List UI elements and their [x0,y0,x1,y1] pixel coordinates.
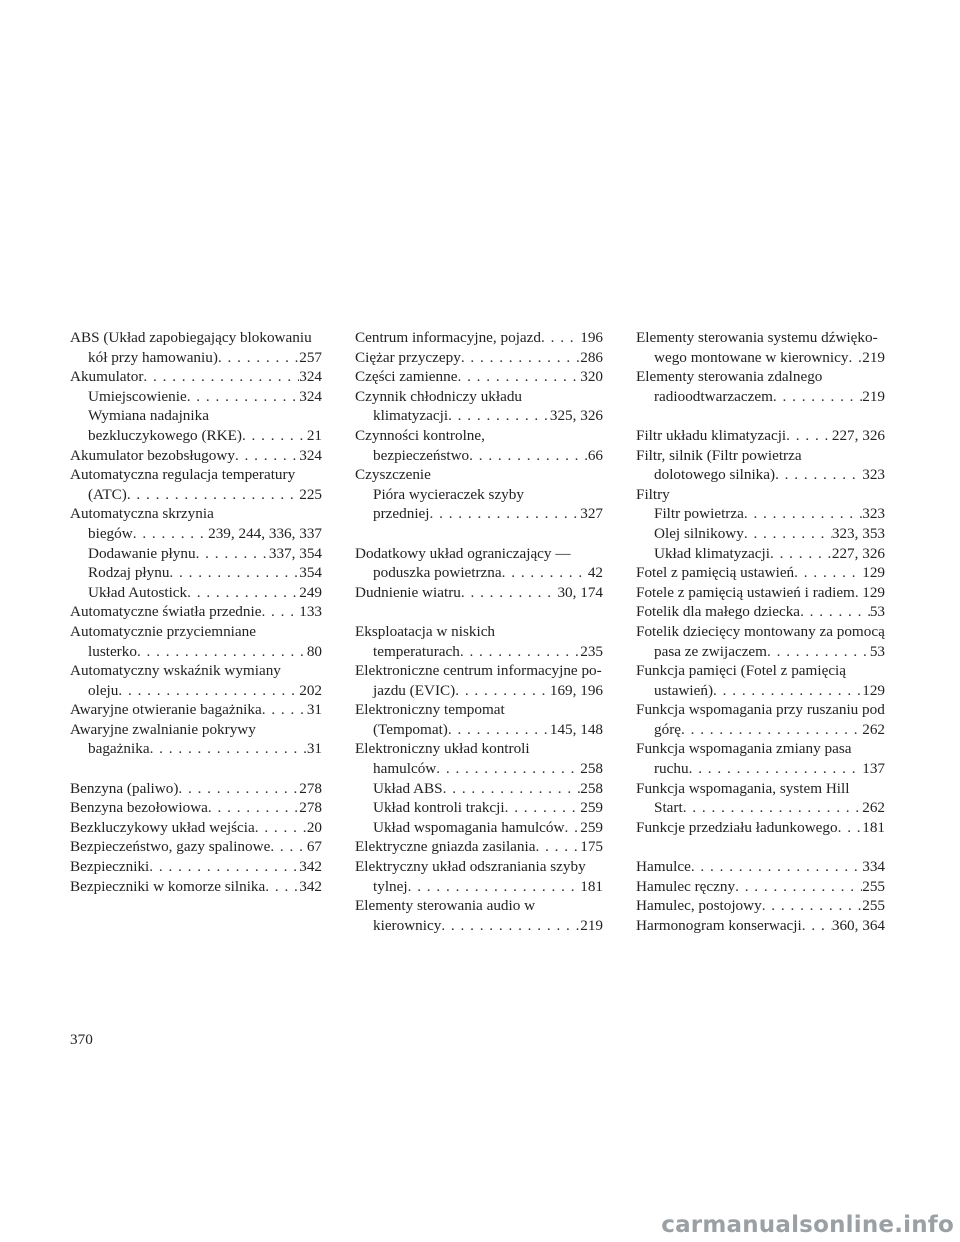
page-reference: 137 [862,760,885,778]
entry-text: Akumulator [70,368,144,386]
page-reference: 262 [862,720,885,738]
index-entry [636,602,885,622]
entry-text: Start [654,799,683,817]
page-reference: 249 [299,583,322,601]
entry-text: Rodzaj płynu [88,564,170,582]
index-subentry [355,642,603,662]
entry-text: Układ kontroli trakcji [373,799,505,817]
index-entry [636,583,885,603]
index-subentry [355,446,603,466]
dot-leader [681,720,862,740]
page-reference: 129 [862,681,885,699]
page-reference: 20 [306,818,322,836]
index-subentry [70,348,322,368]
entry-text: Bezpieczeństwo, gazy spalinowe [70,838,271,856]
entry-text: Filtr układu klimatyzacji [636,426,787,444]
index-subentry [355,779,603,799]
index-entry: Dodatkowy układ ograniczający — [355,544,571,562]
index-subentry [636,642,885,662]
index-subentry [636,348,885,368]
entry-text: poduszka powietrzna [373,564,502,582]
index-entry [636,563,885,583]
watermark: carmanualsonline.info [661,1212,954,1238]
dot-leader [196,544,269,564]
index-subentry [70,387,322,407]
entry-text: oleju [88,681,119,699]
index-entry [70,837,322,857]
index-subentry: Pióra wycieraczek szyby [373,485,524,503]
index-entry: Awaryjne zwalnianie pokrywy [70,720,256,738]
page-reference: 325, 326 [549,407,603,425]
dot-leader [133,524,208,544]
entry-text: jazdu (EVIC) [373,681,456,699]
index-entry: Czynnik chłodniczy układu [355,387,523,405]
entry-text: Automatyczne światła przednie [70,603,262,621]
entry-text: tylnej [373,877,408,895]
index-subentry [70,642,322,662]
index-entry [70,779,322,799]
page-reference: 255 [862,897,885,915]
page-reference: 66 [587,446,603,464]
index-subentry [355,720,603,740]
entry-text: Hamulce [636,858,691,876]
dot-leader [430,504,581,524]
entry-text: Funkcje przedziału ładunkowego [636,818,838,836]
index-subentry [636,681,885,701]
dot-leader [178,779,299,799]
entry-text: dolotowego silnika) [654,466,776,484]
index-subentry [70,583,322,603]
index-subentry [70,739,322,759]
page-reference: 342 [299,877,322,895]
index-entry: Eksploatacja w niskich [355,622,496,640]
index-gap [70,759,322,779]
index-entry [70,877,322,897]
index-entry: Funkcja wspomagania przy ruszaniu pod [636,701,885,719]
index-subentry [355,759,603,779]
index-entry: ABS (Układ zapobiegający blokowaniu [70,329,312,346]
index-subentry [636,544,885,564]
index-subentry: Wymiana nadajnika [88,407,209,425]
index-entry [355,583,603,603]
page-reference: 360, 364 [831,916,885,934]
dot-leader [461,583,558,603]
index-entry: Elektroniczne centrum informacyjne po- [355,662,602,680]
dot-leader [802,916,832,936]
entry-text: Harmonogram konserwacji [636,916,802,934]
entry-text: Fotele z pamięcią ustawień i radiem [636,583,855,601]
dot-leader [127,485,299,505]
dot-leader [775,465,862,485]
page-reference: 181 [862,818,885,836]
dot-leader [838,818,863,838]
dot-leader [448,406,550,426]
index-subentry [70,563,322,583]
entry-text: ruchu [654,760,689,778]
page-reference: 129 [862,583,885,601]
dot-leader [800,602,870,622]
index-entry [355,348,603,368]
dot-leader [270,837,306,857]
index-entry [636,426,885,446]
entry-text: temperaturach [373,642,460,660]
index-entry [636,916,885,936]
entry-text: (ATC) [88,485,127,503]
index-entry [355,367,603,387]
index-entry: Automatycznie przyciemniane [70,622,256,640]
dot-leader [794,563,862,583]
dot-leader [137,642,307,662]
entry-text: biegów [88,524,133,542]
index-gap [636,406,885,426]
page-reference: 42 [587,564,603,582]
dot-leader [262,700,307,720]
page-reference: 31 [306,701,322,719]
index-entry [355,328,603,348]
page-reference: 257 [299,348,322,366]
dot-leader [441,916,580,936]
index-entry: Filtry [636,485,670,503]
entry-text: klimatyzacji [373,407,449,425]
index-subentry [355,818,603,838]
index-subentry [70,485,322,505]
page-reference: 337, 354 [268,544,322,562]
index-column-3 [636,328,885,935]
index-entry: Fotelik dziecięcy montowany za pomocą [636,622,885,640]
page-reference: 133 [299,603,322,621]
entry-text: Filtr powietrza [654,505,744,523]
entry-text: pasa ze zwijaczem [654,642,767,660]
dot-leader [691,857,862,877]
index-entry: Automatyczny wskaźnik wymiany [70,662,281,680]
page-reference: 258 [580,779,603,797]
entry-text: kół przy hamowaniu) [88,348,218,366]
index-subentry [636,759,885,779]
page-reference: 145, 148 [549,720,603,738]
index-entry: Czynności kontrolne, [355,426,485,444]
index-subentry [355,681,603,701]
index-entry [636,818,885,838]
index-subentry [355,798,603,818]
index-gap [355,524,603,544]
entry-text: górę [654,720,681,738]
dot-leader [443,779,581,799]
index-entry: Elementy sterowania audio w [355,897,536,915]
entry-text: Umiejscowienie [88,387,187,405]
page-reference: 259 [580,818,603,836]
page-reference: 129 [862,564,885,582]
index-entry: Elektroniczny tempomat [355,701,505,719]
entry-text: Fotelik dla małego dziecka [636,603,801,621]
index-gap [355,602,603,622]
page-reference: 196 [580,329,603,346]
index-entry: Elektroniczny układ kontroli [355,740,530,758]
page-reference: 175 [580,838,603,856]
dot-leader [848,348,862,368]
page-reference: 323, 353 [831,524,885,542]
page-reference: 181 [580,877,603,895]
entry-text: Bezkluczykowy układ wejścia [70,818,255,836]
index-subentry [70,544,322,564]
index-subentry [355,406,603,426]
page-number: 370 [70,1031,93,1048]
entry-text: Układ wspomagania hamulców [373,818,565,836]
dot-leader [169,563,299,583]
index-entry: Funkcja wspomagania zmiany pasa [636,740,852,758]
index-entry [70,700,322,720]
entry-text: Hamulec ręczny [636,877,736,895]
index-entry: Czyszczenie [355,466,431,484]
dot-leader [767,642,870,662]
index-entry: Elektryczny układ odszraniania szyby [355,858,586,876]
dot-leader [505,798,581,818]
index-entry: Funkcja pamięci (Fotel z pamięcią [636,662,847,680]
dot-leader [242,426,307,446]
dot-leader [461,348,580,368]
index-entry: Filtr, silnik (Filtr powietrza [636,446,802,464]
page-reference: 327 [580,505,603,523]
page-reference: 342 [299,858,322,876]
entry-text: Elektryczne gniazda zasilania [355,838,536,856]
entry-text: Bezpieczniki [70,858,150,876]
dot-leader [150,739,307,759]
page-reference: 286 [580,348,603,366]
index-subentry [636,798,885,818]
index-subentry [70,524,322,544]
index-subentry [355,877,603,897]
page-reference: 259 [580,799,603,817]
dot-leader [762,896,863,916]
dot-leader [218,348,299,368]
entry-text: Benzyna (paliwo) [70,779,179,797]
index-subentry [355,504,603,524]
dot-leader [118,681,299,701]
index-subentry [70,426,322,446]
page-reference: 53 [869,642,885,660]
dot-leader [786,426,832,446]
dot-leader [689,759,863,779]
dot-leader [460,642,580,662]
page-reference: 227, 326 [831,426,885,444]
page-reference: 21 [306,426,322,444]
dot-leader [143,367,299,387]
dot-leader [735,877,862,897]
dot-leader [208,798,299,818]
dot-leader [149,857,299,877]
dot-leader [770,544,832,564]
index-subentry [636,465,885,485]
entry-text: Akumulator bezobsługowy [70,446,235,464]
dot-leader [502,563,588,583]
entry-text: Hamulec, postojowy [636,897,762,915]
index-subentry [70,681,322,701]
dot-leader [535,837,580,857]
dot-leader [408,877,581,897]
entry-text: Fotel z pamięcią ustawień [636,564,795,582]
entry-text: (Tempomat) [373,720,448,738]
page-reference: 31 [306,740,322,758]
dot-leader [187,583,299,603]
index-entry: Automatyczna regulacja temperatury [70,466,296,484]
entry-text: ustawień) [654,681,714,699]
entry-text: Części zamienne [355,368,458,386]
entry-text: lusterko [88,642,137,660]
page-reference: 278 [299,799,322,817]
index-gap [636,837,885,857]
dot-leader [261,602,299,622]
entry-text: Układ Autostick [88,583,188,601]
entry-text: wego montowane w kierownicy [654,348,849,366]
entry-text: Awaryjne otwieranie bagażnika [70,701,262,719]
dot-leader [564,818,580,838]
index-subentry [355,563,603,583]
page-reference: 80 [306,642,322,660]
page-reference: 235 [580,642,603,660]
dot-leader [744,524,832,544]
page-reference: 219 [580,916,603,934]
entry-text: Bezpieczniki w komorze silnika [70,877,266,895]
dot-leader [713,681,862,701]
entry-text: Układ ABS [373,779,443,797]
index-entry: Funkcja wspomagania, system Hill [636,779,850,797]
page-reference: 255 [862,877,885,895]
dot-leader [541,328,580,348]
entry-text: Ciężar przyczepy [355,348,461,366]
dot-leader [436,759,580,779]
dot-leader [235,446,299,466]
entry-text: kierownicy [373,916,442,934]
page-reference: 324 [299,387,322,405]
page-reference: 334 [862,858,885,876]
entry-text: hamulców [373,760,437,778]
page-reference: 239, 244, 336, 337 [208,524,322,542]
page-reference: 324 [299,446,322,464]
entry-text: bezpieczeństwo [373,446,470,464]
page-reference: 202 [299,681,322,699]
page-reference: 323 [862,466,885,484]
dot-leader [744,504,862,524]
entry-text: Dudnienie wiatru [355,583,461,601]
index-column-1 [70,328,322,896]
page-reference: 67 [306,838,322,856]
index-subentry [355,916,603,936]
page-reference: 227, 326 [831,544,885,562]
index-entry [70,857,322,877]
dot-leader [683,798,863,818]
page-reference: 258 [580,760,603,778]
index-entry [636,877,885,897]
dot-leader [469,446,588,466]
index-entry [70,602,322,622]
entry-text: Dodawanie płynu [88,544,196,562]
page-reference: 262 [862,799,885,817]
entry-text: przedniej [373,505,430,523]
index-entry [70,367,322,387]
page-reference: 354 [299,564,322,582]
dot-leader [855,583,862,603]
index-entry [70,798,322,818]
index-subentry [636,524,885,544]
page-reference: 169, 196 [549,681,603,699]
entry-text: bagażnika [88,740,150,758]
index-subentry [636,720,885,740]
dot-leader [448,720,550,740]
dot-leader [187,387,300,407]
dot-leader [457,367,580,387]
entry-text: Centrum informacyjne, pojazd [355,329,541,346]
index-entry [355,837,603,857]
dot-leader [265,877,299,897]
index-subentry [636,504,885,524]
page-reference: 320 [580,368,603,386]
dot-leader [455,681,550,701]
page-reference: 219 [862,387,885,405]
index-entry [636,896,885,916]
index-column-2 [355,328,603,935]
entry-text: Układ klimatyzacji [654,544,770,562]
entry-text: Olej silnikowy [654,524,744,542]
page-reference: 225 [299,485,322,503]
page-reference: 278 [299,779,322,797]
entry-text: bezkluczykowego (RKE) [88,426,242,444]
page-reference: 219 [862,348,885,366]
index-entry [70,818,322,838]
index-entry [70,446,322,466]
dot-leader [773,387,862,407]
dot-leader [255,818,307,838]
page-reference: 324 [299,368,322,386]
index-entry: Elementy sterowania systemu dźwięko- [636,329,878,346]
index-subentry [636,387,885,407]
page-reference: 323 [862,505,885,523]
index-entry: Elementy sterowania zdalnego [636,368,823,386]
page-reference: 30, 174 [557,583,603,601]
page-reference: 53 [869,603,885,621]
entry-text: radioodtwarzaczem [654,387,773,405]
entry-text: Benzyna bezołowiowa [70,799,208,817]
index-entry [636,857,885,877]
index-entry: Automatyczna skrzynia [70,505,214,523]
